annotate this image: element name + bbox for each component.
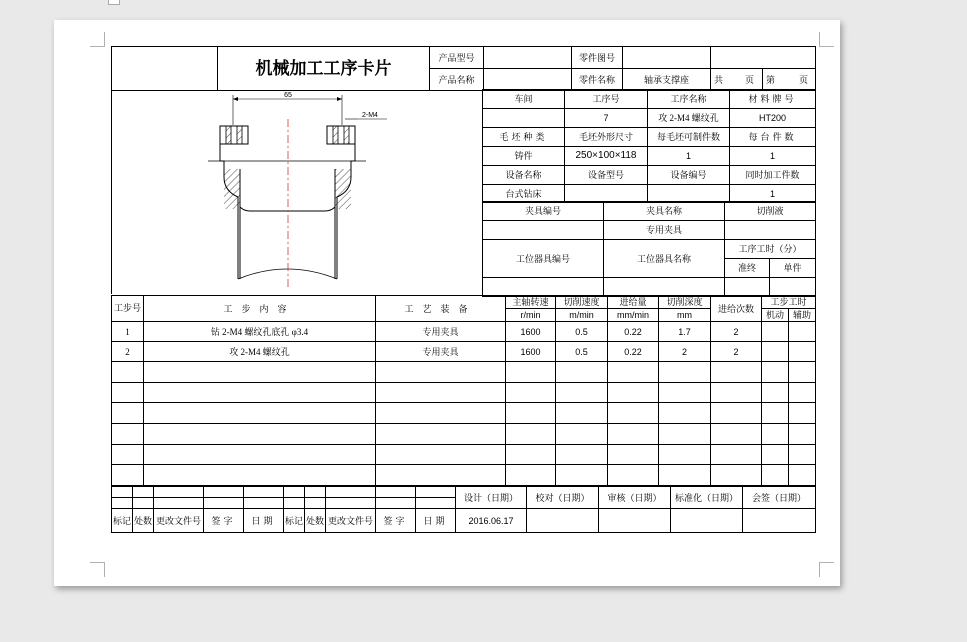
- design-date[interactable]: 2016.06.17: [456, 509, 527, 533]
- crop-mark: [819, 32, 834, 47]
- cutting-speed[interactable]: [556, 403, 608, 424]
- table-row: [112, 444, 816, 465]
- standardization-date[interactable]: [671, 509, 743, 533]
- pass-count[interactable]: 2: [711, 342, 762, 362]
- doc-no-label: 更改文件号: [326, 509, 376, 533]
- page-label: 第: [766, 74, 776, 85]
- review-date[interactable]: [599, 509, 671, 533]
- part-name-value[interactable]: 轴承支撑座: [623, 69, 711, 91]
- revision-cell[interactable]: [326, 487, 376, 498]
- design-label: 设计（日期）: [456, 487, 527, 509]
- part-no-label: 零件图号: [572, 47, 623, 69]
- process-info-table: [482, 89, 816, 203]
- step-no-header: 工步号: [112, 296, 144, 322]
- aux-time[interactable]: [789, 465, 816, 486]
- feed-rate[interactable]: [608, 403, 659, 424]
- unit-time-value[interactable]: [770, 278, 816, 297]
- step-no[interactable]: [112, 382, 144, 403]
- total-pages-cell[interactable]: [711, 69, 763, 91]
- cutting-speed[interactable]: 0.5: [556, 342, 608, 362]
- feed-rate[interactable]: [608, 424, 659, 445]
- machine-time[interactable]: [762, 403, 789, 424]
- revision-cell[interactable]: [244, 498, 284, 509]
- standardization-label: 标准化（日期）: [671, 487, 743, 509]
- count-label: 处数: [305, 509, 326, 533]
- fixture-no-value[interactable]: [483, 221, 604, 240]
- steps-table: [111, 295, 816, 486]
- revision-cell[interactable]: [244, 487, 284, 498]
- step-no[interactable]: [112, 424, 144, 445]
- mark-label: 标记: [112, 509, 133, 533]
- countersign-label: 会签（日期）: [743, 487, 816, 509]
- aux-time-header: 辅助: [789, 309, 816, 322]
- cutting-speed[interactable]: 0.5: [556, 322, 608, 342]
- cutting-speed[interactable]: [556, 382, 608, 403]
- equipment-header: 工艺装备: [376, 296, 506, 322]
- spindle-speed[interactable]: 1600: [506, 322, 556, 342]
- cut-depth[interactable]: [659, 465, 711, 486]
- step-equipment[interactable]: [376, 424, 506, 445]
- feed-rate[interactable]: [608, 465, 659, 486]
- product-model-label: 产品型号: [430, 47, 484, 69]
- step-equipment[interactable]: [376, 403, 506, 424]
- blank-size-value[interactable]: 250×100×118: [565, 147, 648, 166]
- step-content[interactable]: [144, 403, 376, 424]
- crop-mark: [90, 32, 105, 47]
- bearing-seat-drawing: [112, 89, 483, 294]
- revision-cell[interactable]: [154, 498, 204, 509]
- spindle-speed[interactable]: [506, 444, 556, 465]
- page-no-cell[interactable]: [763, 69, 816, 91]
- aux-time[interactable]: [789, 403, 816, 424]
- signoff-table: [111, 486, 816, 533]
- check-date[interactable]: [527, 509, 599, 533]
- step-equipment[interactable]: 专用夹具: [376, 342, 506, 362]
- spindle-speed[interactable]: [506, 424, 556, 445]
- speed-unit: r/min: [506, 309, 556, 322]
- per-blank-value[interactable]: 1: [648, 147, 730, 166]
- cut-depth[interactable]: [659, 362, 711, 383]
- workshop-label: 车间: [483, 90, 565, 109]
- revision-cell[interactable]: [284, 487, 305, 498]
- simul-label: 同时加工件数: [730, 166, 816, 185]
- aux-time[interactable]: [789, 362, 816, 383]
- aux-time[interactable]: [789, 444, 816, 465]
- fixture-name-value[interactable]: 专用夹具: [604, 221, 725, 240]
- table-row: [112, 362, 816, 383]
- feed-unit: mm/min: [608, 309, 659, 322]
- simul-value[interactable]: 1: [730, 185, 816, 203]
- table-row: [112, 322, 816, 342]
- revision-cell[interactable]: [133, 487, 154, 498]
- signature-label: 签字: [204, 509, 244, 533]
- station-name-value[interactable]: [604, 278, 725, 297]
- cutting-speed[interactable]: [556, 362, 608, 383]
- cut-depth[interactable]: [659, 424, 711, 445]
- table-row: [112, 465, 816, 486]
- spindle-speed[interactable]: [506, 465, 556, 486]
- fixture-no-label: 夹具编号: [483, 202, 604, 221]
- prep-time-value[interactable]: [725, 278, 770, 297]
- part-no-value[interactable]: [623, 47, 711, 69]
- op-no-label: 工序号: [565, 90, 648, 109]
- workshop-value[interactable]: [483, 109, 565, 128]
- feed-rate[interactable]: [608, 362, 659, 383]
- revision-cell[interactable]: [305, 487, 326, 498]
- machine-time[interactable]: [762, 382, 789, 403]
- pass-count[interactable]: [711, 382, 762, 403]
- step-time-header: 工步工时: [762, 296, 816, 309]
- equip-no-label: 设备编号: [648, 166, 730, 185]
- cut-depth[interactable]: 1.7: [659, 322, 711, 342]
- date-label: 日期: [416, 509, 456, 533]
- count-label: 处数: [133, 509, 154, 533]
- cut-speed-header: 切削速度: [556, 296, 608, 309]
- step-content[interactable]: [144, 424, 376, 445]
- machine-time[interactable]: [762, 444, 789, 465]
- cutting-speed[interactable]: [556, 424, 608, 445]
- machine-time[interactable]: [762, 342, 789, 362]
- pass-count[interactable]: [711, 424, 762, 445]
- step-content[interactable]: 攻 2-M4 螺纹孔: [144, 342, 376, 362]
- coolant-value[interactable]: [725, 221, 816, 240]
- doc-no-label: 更改文件号: [154, 509, 204, 533]
- logo-cell: [112, 47, 218, 91]
- station-no-label: 工位器具编号: [483, 240, 604, 278]
- revision-cell[interactable]: [112, 498, 133, 509]
- revision-cell[interactable]: [376, 487, 416, 498]
- step-equipment[interactable]: [376, 382, 506, 403]
- unit-time-label: 单件: [770, 259, 816, 278]
- step-content[interactable]: [144, 465, 376, 486]
- step-equipment[interactable]: 专用夹具: [376, 322, 506, 342]
- passes-header: 进给次数: [711, 296, 762, 322]
- table-row: [112, 403, 816, 424]
- per-machine-value[interactable]: 1: [730, 147, 816, 166]
- depth-header: 切削深度: [659, 296, 711, 309]
- date-label: 日期: [244, 509, 284, 533]
- coolant-label: 切削液: [725, 202, 816, 221]
- page-unit-label: 页: [799, 74, 809, 85]
- equip-no-value[interactable]: [648, 185, 730, 203]
- per-blank-label: 每毛坯可制件数: [648, 128, 730, 147]
- pass-count[interactable]: [711, 444, 762, 465]
- header-table: [111, 46, 816, 91]
- revision-cell[interactable]: [204, 487, 244, 498]
- revision-cell[interactable]: [204, 498, 244, 509]
- machine-time[interactable]: [762, 465, 789, 486]
- step-no[interactable]: [112, 362, 144, 383]
- pass-count[interactable]: [711, 465, 762, 486]
- table-row: [112, 342, 816, 362]
- pages-label: 页: [745, 74, 755, 85]
- check-label: 校对（日期）: [527, 487, 599, 509]
- pass-count[interactable]: [711, 403, 762, 424]
- step-equipment[interactable]: [376, 444, 506, 465]
- fixture-name-label: 夹具名称: [604, 202, 725, 221]
- feed-rate[interactable]: 0.22: [608, 322, 659, 342]
- revision-cell[interactable]: [305, 498, 326, 509]
- aux-time[interactable]: [789, 424, 816, 445]
- spindle-speed[interactable]: [506, 382, 556, 403]
- step-no[interactable]: 2: [112, 342, 144, 362]
- part-drawing: [111, 89, 483, 294]
- cutting-speed[interactable]: [556, 465, 608, 486]
- spindle-speed[interactable]: 1600: [506, 342, 556, 362]
- revision-cell[interactable]: [376, 498, 416, 509]
- station-no-value[interactable]: [483, 278, 604, 297]
- machine-time[interactable]: [762, 322, 789, 342]
- step-no[interactable]: [112, 403, 144, 424]
- aux-time[interactable]: [789, 322, 816, 342]
- step-equipment[interactable]: [376, 362, 506, 383]
- blank-type-value[interactable]: 铸件: [483, 147, 565, 166]
- cut-depth[interactable]: [659, 382, 711, 403]
- op-name-label: 工序名称: [648, 90, 730, 109]
- aux-time[interactable]: [789, 342, 816, 362]
- step-content[interactable]: 钻 2-M4 螺纹孔底孔 φ3.4: [144, 322, 376, 342]
- total-label: 共: [714, 74, 724, 85]
- feed-header: 进给量: [608, 296, 659, 309]
- revision-cell[interactable]: [416, 487, 456, 498]
- op-time-label: 工序工时（分）: [725, 240, 816, 259]
- feed-rate[interactable]: [608, 444, 659, 465]
- dimension-width: 65: [284, 92, 292, 99]
- product-name-label: 产品名称: [430, 69, 484, 91]
- fixture-table: [482, 201, 816, 297]
- step-no[interactable]: 1: [112, 322, 144, 342]
- page-title: 机械加工工序卡片: [218, 47, 430, 91]
- cut-depth[interactable]: 2: [659, 342, 711, 362]
- material-label: 材料牌号: [730, 90, 816, 109]
- cutting-speed[interactable]: [556, 444, 608, 465]
- step-no[interactable]: [112, 444, 144, 465]
- equip-name-label: 设备名称: [483, 166, 565, 185]
- spindle-speed[interactable]: [506, 362, 556, 383]
- revision-cell[interactable]: [154, 487, 204, 498]
- crop-mark: [819, 562, 834, 577]
- part-no-extra[interactable]: [711, 47, 816, 69]
- product-model-value[interactable]: [484, 47, 572, 69]
- revision-cell[interactable]: [284, 498, 305, 509]
- signature-label: 签字: [376, 509, 416, 533]
- table-row: [112, 382, 816, 403]
- machine-time-header: 机动: [762, 309, 789, 322]
- part-name-label: 零件名称: [572, 69, 623, 91]
- step-content[interactable]: [144, 444, 376, 465]
- revision-cell[interactable]: [133, 498, 154, 509]
- step-equipment[interactable]: [376, 465, 506, 486]
- crop-mark: [90, 562, 105, 577]
- per-machine-label: 每台件数: [730, 128, 816, 147]
- equip-model-value[interactable]: [565, 185, 648, 203]
- depth-unit: mm: [659, 309, 711, 322]
- countersign-date[interactable]: [743, 509, 816, 533]
- material-value[interactable]: HT200: [730, 109, 816, 128]
- ruler-tab: [108, 0, 120, 5]
- cut-depth[interactable]: [659, 403, 711, 424]
- aux-time[interactable]: [789, 382, 816, 403]
- review-label: 审核（日期）: [599, 487, 671, 509]
- equip-model-label: 设备型号: [565, 166, 648, 185]
- product-name-value[interactable]: [484, 69, 572, 91]
- feed-rate[interactable]: [608, 382, 659, 403]
- prep-time-label: 准终: [725, 259, 770, 278]
- op-no-value[interactable]: 7: [565, 109, 648, 128]
- op-name-value[interactable]: 攻 2-M4 螺纹孔: [648, 109, 730, 128]
- cut-speed-unit: m/min: [556, 309, 608, 322]
- mark-label: 标记: [284, 509, 305, 533]
- step-content[interactable]: [144, 382, 376, 403]
- machine-time[interactable]: [762, 362, 789, 383]
- equip-name-value[interactable]: 台式钻床: [483, 185, 565, 203]
- pass-count[interactable]: [711, 362, 762, 383]
- speed-header: 主轴转速: [506, 296, 556, 309]
- spindle-speed[interactable]: [506, 403, 556, 424]
- table-row: [112, 424, 816, 445]
- station-name-label: 工位器具名称: [604, 240, 725, 278]
- feed-rate[interactable]: 0.22: [608, 342, 659, 362]
- revision-cell[interactable]: [326, 498, 376, 509]
- revision-cell[interactable]: [112, 487, 133, 498]
- thread-callout: 2-M4: [362, 112, 378, 119]
- blank-size-label: 毛坯外形尺寸: [565, 128, 648, 147]
- machine-time[interactable]: [762, 424, 789, 445]
- revision-cell[interactable]: [416, 498, 456, 509]
- step-no[interactable]: [112, 465, 144, 486]
- step-content[interactable]: [144, 362, 376, 383]
- content-header: 工步内容: [144, 296, 376, 322]
- pass-count[interactable]: 2: [711, 322, 762, 342]
- blank-type-label: 毛坯种类: [483, 128, 565, 147]
- cut-depth[interactable]: [659, 444, 711, 465]
